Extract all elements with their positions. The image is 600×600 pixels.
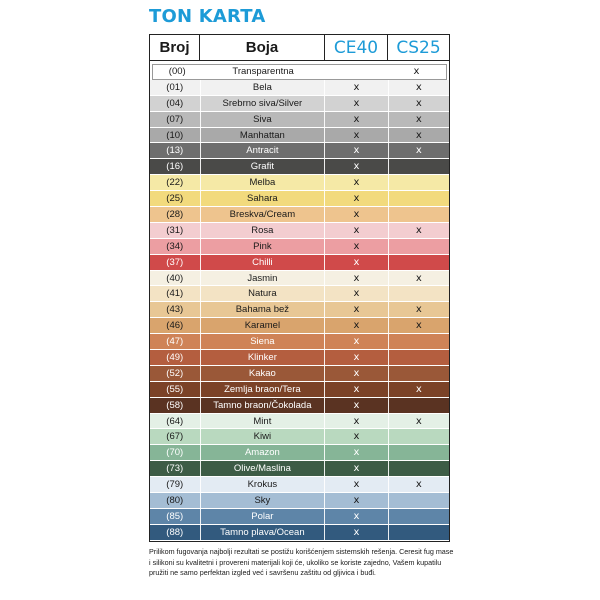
color-row bbox=[150, 398, 449, 414]
color-row bbox=[150, 350, 449, 366]
ce40-availability bbox=[325, 525, 388, 540]
color-name: Sahara bbox=[201, 191, 326, 206]
color-code: (40) bbox=[150, 271, 201, 286]
color-code: (80) bbox=[150, 493, 201, 508]
color-code: (25) bbox=[150, 191, 201, 206]
color-row bbox=[150, 175, 449, 191]
cs25-availability bbox=[389, 175, 449, 190]
color-name: Tamno braon/Čokolada bbox=[201, 398, 326, 413]
ce40-availability bbox=[325, 461, 388, 476]
color-name: Kakao bbox=[201, 366, 326, 381]
ce40-availability bbox=[325, 96, 388, 111]
color-row bbox=[150, 96, 449, 112]
header-color-name: Boja bbox=[200, 35, 325, 61]
color-row bbox=[150, 80, 449, 96]
ce40-availability bbox=[325, 302, 388, 317]
cs25-availability bbox=[389, 112, 449, 127]
color-code: (04) bbox=[150, 96, 201, 111]
header-cs25: CS25 bbox=[388, 35, 449, 61]
color-name: Bahama bež bbox=[201, 302, 326, 317]
color-row bbox=[150, 239, 449, 255]
cs25-availability bbox=[389, 366, 449, 381]
ce40-availability bbox=[325, 223, 388, 238]
color-row bbox=[150, 366, 449, 382]
color-code: (67) bbox=[150, 429, 201, 444]
cs25-availability bbox=[389, 525, 449, 540]
cs25-availability bbox=[389, 191, 449, 206]
color-code: (31) bbox=[150, 223, 201, 238]
cs25-availability bbox=[389, 461, 449, 476]
check-mark: x bbox=[415, 145, 422, 157]
color-row bbox=[150, 461, 449, 477]
cs25-availability bbox=[389, 286, 449, 301]
color-name: Melba bbox=[201, 175, 326, 190]
color-code: (01) bbox=[150, 80, 201, 95]
check-mark: x bbox=[353, 510, 360, 522]
ce40-availability bbox=[325, 80, 388, 95]
ce40-availability bbox=[325, 271, 388, 286]
color-code: (37) bbox=[150, 255, 201, 270]
color-code: (70) bbox=[150, 445, 201, 460]
check-mark: x bbox=[353, 415, 360, 427]
color-name: Siena bbox=[201, 334, 326, 349]
color-code: (85) bbox=[150, 509, 201, 524]
cs25-availability bbox=[389, 143, 449, 158]
color-name: Transparentna bbox=[203, 65, 325, 79]
color-name: Kiwi bbox=[201, 429, 326, 444]
cs25-availability bbox=[387, 65, 446, 79]
cs25-availability bbox=[389, 414, 449, 429]
color-code: (52) bbox=[150, 366, 201, 381]
color-row bbox=[150, 286, 449, 302]
color-row bbox=[150, 334, 449, 350]
ce40-availability bbox=[325, 286, 388, 301]
check-mark: x bbox=[415, 383, 422, 395]
color-row bbox=[152, 64, 447, 80]
color-row bbox=[150, 159, 449, 175]
color-name: Antracit bbox=[201, 143, 326, 158]
color-row bbox=[150, 429, 449, 445]
color-name: Mint bbox=[201, 414, 326, 429]
color-name: Olive/Maslina bbox=[201, 461, 326, 476]
color-name: Pink bbox=[201, 239, 326, 254]
cs25-availability bbox=[389, 493, 449, 508]
ce40-availability bbox=[325, 477, 388, 492]
cs25-availability bbox=[389, 255, 449, 270]
check-mark: x bbox=[353, 367, 360, 379]
color-chart-table bbox=[149, 34, 450, 542]
color-row bbox=[150, 143, 449, 159]
check-mark: x bbox=[415, 304, 422, 316]
ce40-availability bbox=[325, 143, 388, 158]
check-mark: x bbox=[353, 161, 360, 173]
check-mark: x bbox=[353, 351, 360, 363]
color-row bbox=[150, 223, 449, 239]
color-name: Sky bbox=[201, 493, 326, 508]
ce40-availability bbox=[325, 65, 387, 79]
cs25-availability bbox=[389, 207, 449, 222]
check-mark: x bbox=[353, 256, 360, 268]
color-name: Manhattan bbox=[201, 128, 326, 143]
color-row bbox=[150, 191, 449, 207]
ce40-availability bbox=[325, 207, 388, 222]
check-mark: x bbox=[415, 272, 422, 284]
color-name: Breskva/Cream bbox=[201, 207, 326, 222]
check-mark: x bbox=[353, 336, 360, 348]
color-code: (46) bbox=[150, 318, 201, 333]
color-row bbox=[150, 445, 449, 461]
ce40-availability bbox=[325, 445, 388, 460]
color-code: (22) bbox=[150, 175, 201, 190]
check-mark: x bbox=[415, 415, 422, 427]
color-row bbox=[150, 318, 449, 334]
color-row bbox=[150, 493, 449, 509]
ce40-availability bbox=[325, 350, 388, 365]
color-rows bbox=[150, 64, 449, 541]
color-name: Bela bbox=[201, 80, 326, 95]
color-name: Grafit bbox=[201, 159, 326, 174]
ce40-availability bbox=[325, 239, 388, 254]
cs25-availability bbox=[389, 271, 449, 286]
color-row bbox=[150, 382, 449, 398]
ce40-availability bbox=[325, 112, 388, 127]
color-name: Zemlja braon/Tera bbox=[201, 382, 326, 397]
check-mark: x bbox=[353, 479, 360, 491]
cs25-availability bbox=[389, 429, 449, 444]
check-mark: x bbox=[353, 304, 360, 316]
color-row bbox=[150, 128, 449, 144]
color-row bbox=[150, 112, 449, 128]
color-code: (88) bbox=[150, 525, 201, 540]
check-mark: x bbox=[413, 66, 420, 78]
color-row bbox=[150, 509, 449, 525]
color-code: (58) bbox=[150, 398, 201, 413]
ce40-availability bbox=[325, 414, 388, 429]
check-mark: x bbox=[415, 97, 422, 109]
color-name: Srebrno siva/Silver bbox=[201, 96, 326, 111]
color-row bbox=[150, 255, 449, 271]
color-name: Polar bbox=[201, 509, 326, 524]
color-row bbox=[150, 207, 449, 223]
check-mark: x bbox=[353, 129, 360, 141]
color-code: (41) bbox=[150, 286, 201, 301]
check-mark: x bbox=[415, 224, 422, 236]
ce40-availability bbox=[325, 493, 388, 508]
cs25-availability bbox=[389, 509, 449, 524]
check-mark: x bbox=[353, 240, 360, 252]
ce40-availability bbox=[325, 398, 388, 413]
check-mark: x bbox=[353, 81, 360, 93]
cs25-availability bbox=[389, 382, 449, 397]
color-name: Karamel bbox=[201, 318, 326, 333]
ce40-availability bbox=[325, 366, 388, 381]
check-mark: x bbox=[415, 113, 422, 125]
check-mark: x bbox=[353, 288, 360, 300]
check-mark: x bbox=[353, 494, 360, 506]
cs25-availability bbox=[389, 159, 449, 174]
ce40-availability bbox=[325, 318, 388, 333]
check-mark: x bbox=[415, 320, 422, 332]
header-code: Broj bbox=[150, 35, 200, 61]
check-mark: x bbox=[353, 320, 360, 332]
cs25-availability bbox=[389, 350, 449, 365]
color-code: (47) bbox=[150, 334, 201, 349]
cs25-availability bbox=[389, 80, 449, 95]
color-name: Klinker bbox=[201, 350, 326, 365]
color-name: Rosa bbox=[201, 223, 326, 238]
check-mark: x bbox=[353, 463, 360, 475]
color-name: Krokus bbox=[201, 477, 326, 492]
check-mark: x bbox=[415, 479, 422, 491]
cs25-availability bbox=[389, 318, 449, 333]
color-name: Chilli bbox=[201, 255, 326, 270]
color-row bbox=[150, 414, 449, 430]
cs25-availability bbox=[389, 223, 449, 238]
footer-note: Prilikom fugovanja najbolji rezultati se postižu korišćenjem sistemskih rešenja. Ceresit fug mase i silikoni su kvalitetni i provereni materijali koji će, ukoliko se koriste zajedno, Vašem kupatilu pružiti ne samo perfektan izgled već i savršenu zaštitu od gljivica i buđi. bbox=[149, 547, 454, 578]
cs25-availability bbox=[389, 302, 449, 317]
ce40-availability bbox=[325, 255, 388, 270]
color-code: (16) bbox=[150, 159, 201, 174]
ce40-availability bbox=[325, 382, 388, 397]
ce40-availability bbox=[325, 334, 388, 349]
ce40-availability bbox=[325, 191, 388, 206]
page-title: TON KARTA bbox=[149, 6, 266, 27]
check-mark: x bbox=[415, 81, 422, 93]
check-mark: x bbox=[353, 113, 360, 125]
color-code: (34) bbox=[150, 239, 201, 254]
color-row bbox=[150, 302, 449, 318]
color-code: (49) bbox=[150, 350, 201, 365]
ce40-availability bbox=[325, 175, 388, 190]
color-row bbox=[150, 477, 449, 493]
color-name: Jasmin bbox=[201, 271, 326, 286]
check-mark: x bbox=[353, 208, 360, 220]
color-code: (55) bbox=[150, 382, 201, 397]
check-mark: x bbox=[353, 193, 360, 205]
check-mark: x bbox=[353, 145, 360, 157]
check-mark: x bbox=[353, 224, 360, 236]
check-mark: x bbox=[353, 272, 360, 284]
cs25-availability bbox=[389, 239, 449, 254]
check-mark: x bbox=[353, 177, 360, 189]
color-code: (79) bbox=[150, 477, 201, 492]
cs25-availability bbox=[389, 334, 449, 349]
check-mark: x bbox=[415, 129, 422, 141]
ce40-availability bbox=[325, 509, 388, 524]
check-mark: x bbox=[353, 97, 360, 109]
check-mark: x bbox=[353, 447, 360, 459]
color-code: (28) bbox=[150, 207, 201, 222]
ce40-availability bbox=[325, 429, 388, 444]
color-code: (13) bbox=[150, 143, 201, 158]
color-code: (73) bbox=[150, 461, 201, 476]
color-name: Amazon bbox=[201, 445, 326, 460]
ce40-availability bbox=[325, 159, 388, 174]
color-code: (00) bbox=[153, 65, 203, 79]
color-name: Tamno plava/Ocean bbox=[201, 525, 326, 540]
cs25-availability bbox=[389, 398, 449, 413]
color-row bbox=[150, 271, 449, 287]
cs25-availability bbox=[389, 477, 449, 492]
color-code: (43) bbox=[150, 302, 201, 317]
color-name: Natura bbox=[201, 286, 326, 301]
cs25-availability bbox=[389, 96, 449, 111]
color-code: (07) bbox=[150, 112, 201, 127]
check-mark: x bbox=[353, 399, 360, 411]
color-name: Siva bbox=[201, 112, 326, 127]
color-code: (64) bbox=[150, 414, 201, 429]
cs25-availability bbox=[389, 128, 449, 143]
check-mark: x bbox=[353, 383, 360, 395]
ce40-availability bbox=[325, 128, 388, 143]
header-ce40: CE40 bbox=[325, 35, 388, 61]
cs25-availability bbox=[389, 445, 449, 460]
color-code: (10) bbox=[150, 128, 201, 143]
check-mark: x bbox=[353, 431, 360, 443]
color-row bbox=[150, 525, 449, 541]
check-mark: x bbox=[353, 526, 360, 538]
